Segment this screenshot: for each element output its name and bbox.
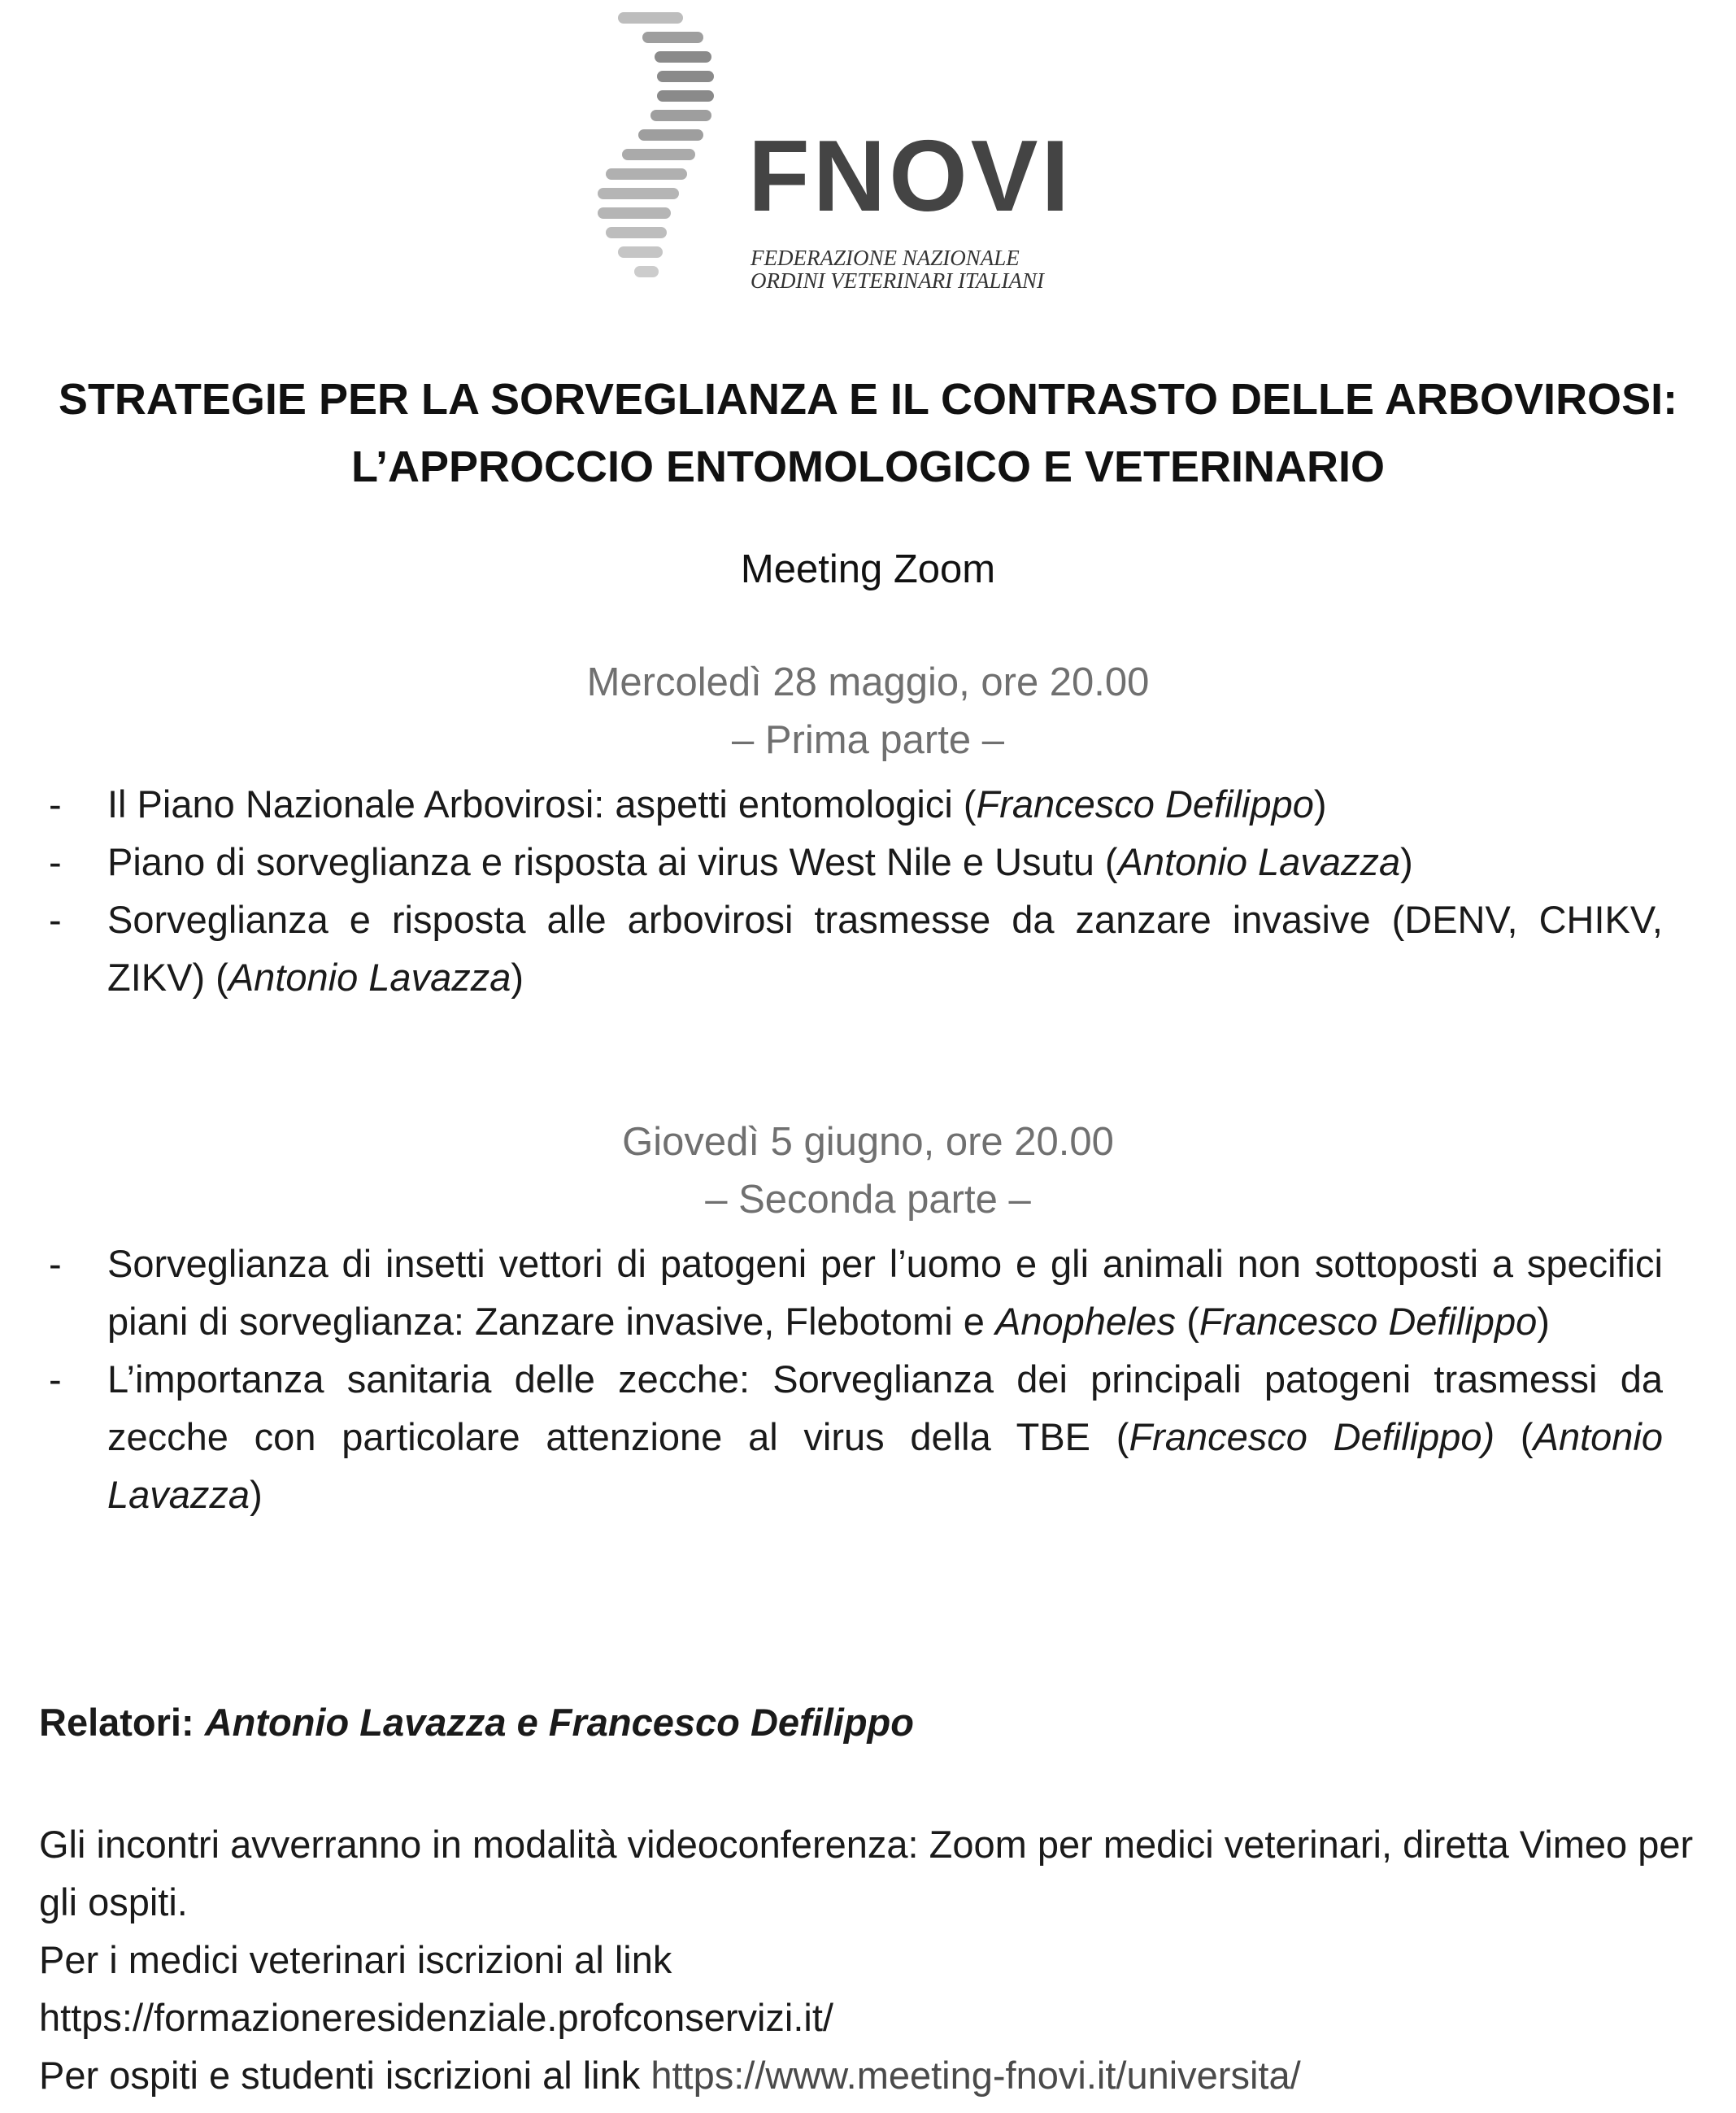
topic-close: ) [1537,1300,1550,1343]
part2-date: Giovedì 5 giugno, ore 20.00 [622,1120,1114,1164]
list-item [45,775,1663,833]
list-item [45,1235,1663,1350]
fnovi-logo [594,12,1081,293]
topic-speaker: Francesco Defilippo [1199,1300,1538,1343]
logo-wordmark: FNOVI [748,120,1072,233]
topic-open: ( [1495,1415,1534,1458]
dash-bullet: - [49,1242,62,1285]
dash-bullet: - [49,840,62,883]
speakers-names: Antonio Lavazza e Francesco Defilippo [204,1701,914,1744]
registration-link-guests[interactable]: https://www.meeting-fnovi.it/universita/ [650,2054,1301,2097]
topic-speaker-2: Antonio Lavazza [107,1415,1663,1516]
list-item [45,833,1663,891]
caduceus-stripes-icon [594,12,740,293]
logo-subtitle-line-1: FEDERAZIONE NAZIONALE [751,246,1020,270]
topic-speaker: Antonio Lavazza [1117,840,1401,883]
topic-species: Anopheles [995,1300,1177,1343]
topic-close: ) [511,956,524,999]
title-line-2: L’APPROCCIO ENTOMOLOGICO E VETERINARIO [350,442,1386,491]
logo-subtitle-line-2: ORDINI VETERINARI ITALIANI [751,268,1044,294]
part2-label: – Seconda parte – [705,1178,1031,1222]
topic-text: Il Piano Nazionale Arbovirosi: aspetti entomologici ( [107,782,977,826]
info-line-1: Gli incontri avverranno in modalità videoconferenza: Zoom per medici veterinari, diretta Vimeo per gli ospiti. [39,1823,1694,1923]
part2-topic-list [45,1235,1663,1523]
document-title [0,366,1736,501]
topic-text: Sorveglianza e risposta alle arbovirosi trasmesse da zanzare invasive (DENV, CHIKV, ZIKV) ( [107,898,1663,999]
topic-close: ) [250,1473,263,1516]
meeting-platform: Meeting Zoom [740,547,996,591]
topic-text: L’importanza sanitaria delle zecche: Sorveglianza dei principali patogeni trasmessi da zecche con particolare attenzione al virus della TBE ( [107,1357,1663,1458]
topic-text: Sorveglianza di insetti vettori di patogeni per l’uomo e gli animali non sottoposti a specifici piani di sorveglianza: Zanzare invasive, Flebotomi e [107,1242,1663,1343]
registration-link-vets[interactable]: https://formazioneresidenziale.profconservizi.it/ [39,1996,833,2039]
topic-text: Piano di sorveglianza e risposta ai virus West Nile e Usutu ( [107,840,1118,883]
dash-bullet: - [49,898,62,941]
dash-bullet: - [49,782,62,826]
list-item [45,891,1663,1006]
part1-date: Mercoledì 28 maggio, ore 20.00 [586,660,1150,704]
info-line-3-text: Per ospiti e studenti iscrizioni al link [39,2054,651,2097]
info-line-2: Per i medici veterinari iscrizioni al link [39,1938,672,1981]
part1-topic-list [45,775,1663,1006]
title-line-1: STRATEGIE PER LA SORVEGLIANZA E IL CONTRASTO DELLE ARBOVIROSI: [58,375,1678,424]
topic-close: ) [1400,840,1413,883]
topic-close: ) [1313,782,1327,826]
part1-label: – Prima parte – [732,718,1004,762]
speakers-line [39,1700,914,1745]
speakers-label: Relatori: [39,1701,205,1744]
info-line-3 [39,2046,1698,2104]
topic-speaker: Francesco Defilippo [976,782,1314,826]
dash-bullet: - [49,1357,62,1401]
list-item [45,1350,1663,1523]
topic-open: ( [1176,1300,1199,1343]
topic-speaker: Francesco Defilippo) [1129,1415,1495,1458]
topic-speaker: Antonio Lavazza [228,956,511,999]
logo-subtitle [751,246,1044,293]
